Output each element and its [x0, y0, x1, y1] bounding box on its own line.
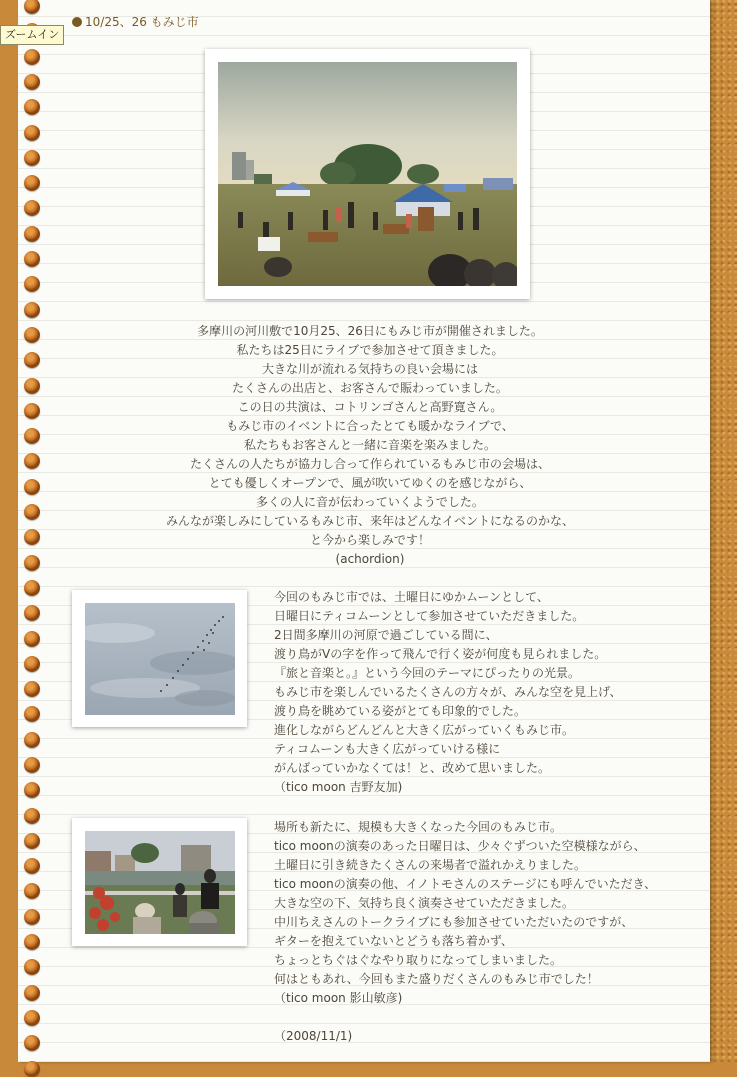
text-line: 大きな川が流れる気持ちの良い会場には	[261, 362, 478, 376]
text-line: たくさんの人たちが協力し合って作られているもみじ市の会場は、	[189, 457, 550, 471]
spiral-ring	[24, 352, 40, 368]
text-line: tico moonの演奏の他、イノトモさんのステージにも呼んでいただき、	[274, 877, 657, 891]
text-line: がんばっていかなくては！と、改めて思いました。	[274, 761, 551, 775]
text-line: 大きな空の下、気持ち良く演奏させていただきました。	[274, 896, 575, 910]
spiral-ring	[24, 555, 40, 571]
bullet-icon	[72, 17, 82, 27]
text-line: ちょっとちぐはぐなやり取りになってしまいました。	[274, 953, 563, 967]
spiral-ring	[24, 529, 40, 545]
cork-background	[710, 0, 737, 1062]
spiral-ring	[24, 403, 40, 419]
text-line: 進化しながらどんどんと大きく広がっていくもみじ市。	[274, 723, 575, 737]
spiral-ring	[24, 175, 40, 191]
text-line: 渡り鳥がVの字を作って飛んで行く姿が何度も見られました。	[274, 647, 607, 661]
spiral-ring	[24, 732, 40, 748]
spiral-ring	[24, 1061, 40, 1077]
spiral-ring	[24, 1035, 40, 1051]
spiral-ring	[24, 49, 40, 65]
text-line: （tico moon 影山敏彦)	[274, 991, 403, 1005]
text-line: 土曜日に引き続きたくさんの来場者で溢れかえりました。	[274, 858, 587, 872]
text-line: （tico moon 吉野友加)	[274, 780, 403, 794]
text-line: 私たちは25日にライブで参加させて頂きました。	[236, 343, 504, 357]
spiral-ring	[24, 959, 40, 975]
text-line: この日の共演は、コトリンゴさんと高野寛さん。	[237, 400, 503, 414]
spiral-ring	[24, 74, 40, 90]
text-line: tico moonの演奏のあった日曜日は、少々ぐずついた空模様ながら、	[274, 839, 646, 853]
text-line: 2日間多摩川の河原で過ごしている間に、	[274, 628, 498, 642]
spiral-ring	[24, 276, 40, 292]
text-line: 何はともあれ、今回もまた盛りだくさんのもみじ市でした！	[274, 972, 599, 986]
migratory-birds-photo[interactable]	[85, 603, 235, 715]
spiral-ring	[24, 428, 40, 444]
spiral-ring	[24, 580, 40, 596]
spiral-ring	[24, 1010, 40, 1026]
text-line	[274, 1008, 694, 1027]
text-line: 中川ちえさんのトークライブにも参加させていただいたのですが、	[274, 915, 634, 929]
text-line: 場所も新たに、規模も大きくなった今回のもみじ市。	[274, 820, 563, 834]
text-line: とても優しくオープンで、風が吹いてゆくのを感じながら、	[208, 476, 532, 490]
text-line: 今回のもみじ市では、土曜日にゆかムーンとして、	[274, 590, 549, 604]
spiral-ring	[24, 858, 40, 874]
stage-performance-photo[interactable]	[85, 831, 235, 934]
text-line: と今から楽しみです！	[309, 533, 430, 547]
text-line: 渡り鳥を眺めている姿がとても印象的でした。	[274, 704, 527, 718]
market-crowd-photo[interactable]	[218, 62, 517, 286]
text-line: （2008/11/1)	[274, 1029, 353, 1043]
spiral-ring	[24, 327, 40, 343]
entry-title	[72, 13, 199, 30]
text-line: もみじ市のイベントに合ったとても暖かなライブで、	[226, 419, 514, 433]
zoom-in-tooltip: ズームイン	[0, 25, 64, 45]
migratory-birds-image	[85, 603, 235, 715]
text-line: ティコムーンも大きく広がっていける様に	[274, 742, 501, 756]
text-line: (achordion)	[335, 552, 405, 566]
spiral-ring	[24, 909, 40, 925]
spiral-ring	[24, 757, 40, 773]
spiral-ring	[24, 934, 40, 950]
spiral-ring	[24, 605, 40, 621]
spiral-ring	[24, 125, 40, 141]
entry-title-text: 10/25、26 もみじ市	[85, 15, 199, 29]
spiral-ring	[24, 479, 40, 495]
text-line: 私たちもお客さんと一緒に音楽を楽みました。	[243, 438, 496, 452]
spiral-ring	[24, 631, 40, 647]
text-line: 多くの人に音が伝わっていくようでした。	[256, 495, 484, 509]
spiral-ring	[24, 0, 40, 14]
stage-photo-frame[interactable]	[72, 818, 247, 946]
spiral-ring	[24, 251, 40, 267]
spiral-ring	[24, 656, 40, 672]
spiral-ring	[24, 504, 40, 520]
spiral-ring	[24, 681, 40, 697]
market-crowd-image	[218, 62, 517, 286]
text-line: 日曜日にティコムーンとして参加させていただきました。	[274, 609, 585, 623]
spiral-ring	[24, 706, 40, 722]
spiral-ring	[24, 302, 40, 318]
spiral-ring	[24, 453, 40, 469]
spiral-ring	[24, 378, 40, 394]
spiral-ring	[24, 985, 40, 1001]
text-line: 『旅と音楽と。』という今回のテーマにぴったりの光景。	[274, 666, 581, 680]
text-line: みんなが楽しみにしているもみじ市、来年はどんなイベントになるのかな、	[165, 514, 574, 528]
stage-performance-image	[85, 831, 235, 934]
text-line: 多摩川の河川敷で10月25、26日にもみじ市が開催されました。	[197, 324, 543, 338]
spiral-ring	[24, 200, 40, 216]
spiral-ring	[24, 226, 40, 242]
section-3-paragraph	[274, 818, 694, 1046]
spiral-ring	[24, 883, 40, 899]
spiral-ring	[24, 99, 40, 115]
sky-photo-frame[interactable]	[72, 590, 247, 727]
text-line: もみじ市を楽しんでいるたくさんの方々が、みんな空を見上げ、	[274, 685, 622, 699]
intro-paragraph	[150, 322, 590, 569]
spiral-binding	[0, 0, 46, 1062]
spiral-ring	[24, 782, 40, 798]
text-line: たくさんの出店と、お客さんで賑わっていました。	[232, 381, 508, 395]
spiral-ring	[24, 808, 40, 824]
main-photo-frame[interactable]	[205, 49, 530, 299]
text-line: ギターを抱えていないとどうも落ち着かず、	[274, 934, 513, 948]
section-2-paragraph	[274, 588, 694, 797]
spiral-ring	[24, 833, 40, 849]
spiral-ring	[24, 150, 40, 166]
